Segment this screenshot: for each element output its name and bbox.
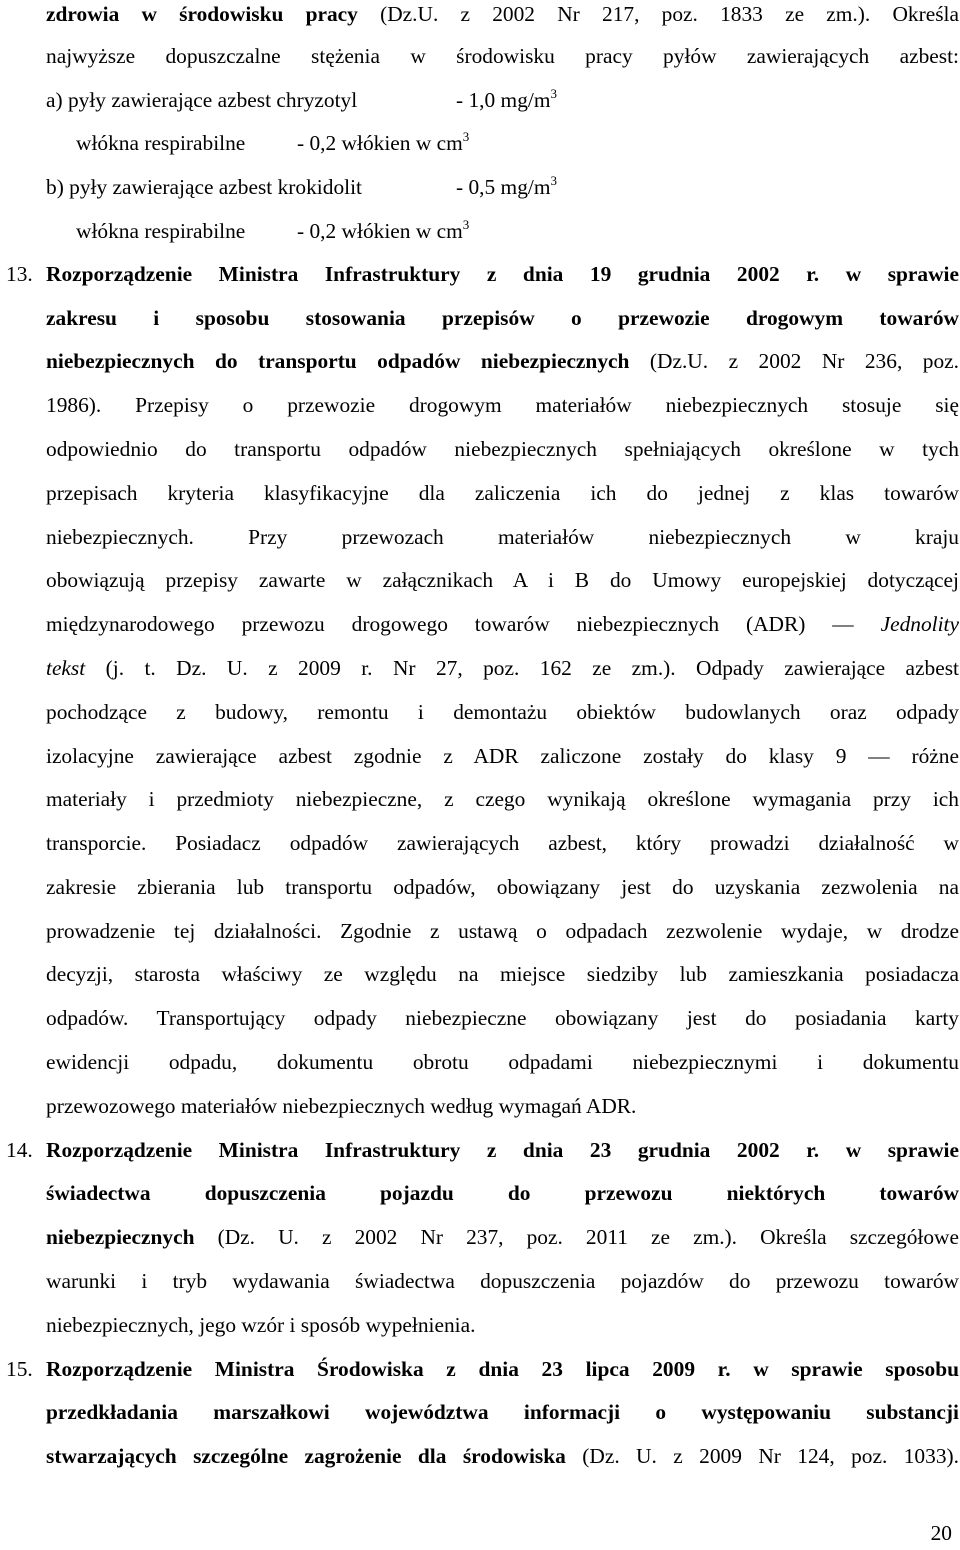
item-13-line-17: decyzji, starosta właściwy ze względu na miejsce siedziby lub zamieszkania posiadacza xyxy=(46,962,959,986)
limit-a2-value xyxy=(297,128,469,158)
item-13-line-8: obowiązują przepisy zawarte w załącznikach A i B do Umowy europejskiej dotyczącej xyxy=(46,568,959,592)
limit-a2-value-text: - 0,2 włókien w cm xyxy=(297,131,463,155)
item-13-line-20: przewozowego materiałów niebezpiecznych według wymagań ADR. xyxy=(46,1094,637,1118)
limit-b2-superscript: 3 xyxy=(462,217,470,232)
limit-b2-value xyxy=(297,216,469,246)
limit-b2-value-text: - 0,2 włókien w cm xyxy=(297,219,463,243)
item-13-line-16: prowadzenie tej działalności. Zgodnie z ustawą o odpadach zezwolenie wydaje, w drodze xyxy=(46,919,959,943)
limit-b-label: b) pyły zawierające azbest krokidolit xyxy=(46,175,362,199)
limit-a-label: a) pyły zawierające azbest chryzotyl xyxy=(46,88,358,112)
limit-b2-label: włókna respirabilne xyxy=(76,219,246,243)
item-13-line-5: odpowiednio do transportu odpadów niebezpiecznych spełniających określone w tych xyxy=(46,437,959,461)
item-13-line-14: transporcie. Posiadacz odpadów zawierających azbest, który prowadzi działalność w xyxy=(46,831,959,855)
item-14-line-3 xyxy=(46,1222,959,1252)
item-13-line-3 xyxy=(46,346,959,376)
item-14-title-line-2: świadectwa dopuszczenia pojazdu do przewozu niektórych towarów xyxy=(46,1181,959,1205)
item-13-title-line-3: niebezpiecznych do transportu odpadów niebezpiecznych xyxy=(46,349,630,373)
item-14-title-line-3: niebezpiecznych xyxy=(46,1225,195,1249)
item-14-number: 14. xyxy=(6,1138,33,1162)
item-13-line-9 xyxy=(46,609,959,639)
item-15-number: 15. xyxy=(6,1357,33,1381)
item-13-italic-jednolity: Jednolity xyxy=(880,612,959,636)
limit-a2-superscript: 3 xyxy=(462,129,470,144)
intro-citation: (Dz.U. z 2002 Nr 217, poz. 1833 ze zm.). Określa xyxy=(357,2,959,26)
item-15-line-3 xyxy=(46,1441,959,1471)
item-15-title-line-1: Rozporządzenie Ministra Środowiska z dnia 23 lipca 2009 r. w sprawie sposobu xyxy=(46,1357,959,1381)
item-13-line-12: izolacyjne zawierające azbest zgodnie z ADR zaliczone zostały do klasy 9 — różne xyxy=(46,744,959,768)
limit-b-value xyxy=(456,172,557,202)
limit-b-superscript: 3 xyxy=(550,173,557,188)
item-13-line-9-text: międzynarodowego przewozu drogowego towarów niebezpiecznych (ADR) — xyxy=(46,612,881,636)
item-13-line-7: niebezpiecznych. Przy przewozach materiałów niebezpiecznych w kraju xyxy=(46,525,959,549)
item-14-title-line-1: Rozporządzenie Ministra Infrastruktury z dnia 23 grudnia 2002 r. w sprawie xyxy=(46,1138,959,1162)
item-14-line-4: warunki i tryb wydawania świadectwa dopuszczenia pojazdów do przewozu towarów xyxy=(46,1269,959,1293)
limit-a2-label: włókna respirabilne xyxy=(76,131,246,155)
item-13-line-18: odpadów. Transportujący odpady niebezpieczne obowiązany jest do posiadania karty xyxy=(46,1006,959,1030)
item-13-citation: (Dz.U. z 2002 Nr 236, poz. xyxy=(629,349,959,373)
item-13-line-6: przepisach kryteria klasyfikacyjne dla zaliczenia ich do jednej z klas towarów xyxy=(46,481,959,505)
item-15-title-line-3: stwarzających szczególne zagrożenie dla środowiska xyxy=(46,1444,566,1468)
page-number: 20 xyxy=(930,1521,952,1545)
item-15-citation: (Dz. U. z 2009 Nr 124, poz. 1033). xyxy=(565,1444,959,1468)
item-14-line-5: niebezpiecznych, jego wzór i sposób wypełnienia. xyxy=(46,1313,476,1337)
limit-a-superscript: 3 xyxy=(550,86,557,101)
item-13-line-10-text: (j. t. Dz. U. z 2009 r. Nr 27, poz. 162 ze zm.). Odpady zawierające azbest xyxy=(85,656,959,680)
item-13-line-4: 1986). Przepisy o przewozie drogowym materiałów niebezpiecznych stosuje się xyxy=(46,393,959,417)
intro-line-2 xyxy=(46,41,959,71)
limit-a-value-text: - 1,0 mg/m xyxy=(456,88,551,112)
intro-line-1 xyxy=(46,0,959,29)
intro-text: najwyższe dopuszczalne stężenia w środowisku pracy pyłów zawierających azbest: xyxy=(46,44,959,68)
item-13-title-line-2: zakresu i sposobu stosowania przepisów o przewozie drogowym towarów xyxy=(46,306,959,330)
item-13-line-15: zakresie zbierania lub transportu odpadów, obowiązany jest do uzyskania zezwolenia na xyxy=(46,875,959,899)
item-13-line-11: pochodzące z budowy, remontu i demontażu obiektów budowlanych oraz odpady xyxy=(46,700,959,724)
item-13-line-13: materiały i przedmioty niebezpieczne, z czego wynikają określone wymagania przy ich xyxy=(46,787,959,811)
item-14-citation: (Dz. U. z 2002 Nr 237, poz. 2011 ze zm.). Określa szczegółowe xyxy=(194,1225,959,1249)
limit-b-value-text: - 0,5 mg/m xyxy=(456,175,551,199)
limit-a-value xyxy=(456,85,557,115)
item-15-title-line-2: przedkładania marszałkowi województwa informacji o występowaniu substancji xyxy=(46,1400,959,1424)
item-13-line-10 xyxy=(46,653,959,683)
item-13-title-line-1: Rozporządzenie Ministra Infrastruktury z dnia 19 grudnia 2002 r. w sprawie xyxy=(46,262,959,286)
intro-bold-text: zdrowia w środowisku pracy xyxy=(46,2,358,26)
item-13-italic-tekst: tekst xyxy=(46,656,86,680)
item-13-line-19: ewidencji odpadu, dokumentu obrotu odpadami niebezpiecznymi i dokumentu xyxy=(46,1050,959,1074)
item-13-number: 13. xyxy=(6,262,33,286)
